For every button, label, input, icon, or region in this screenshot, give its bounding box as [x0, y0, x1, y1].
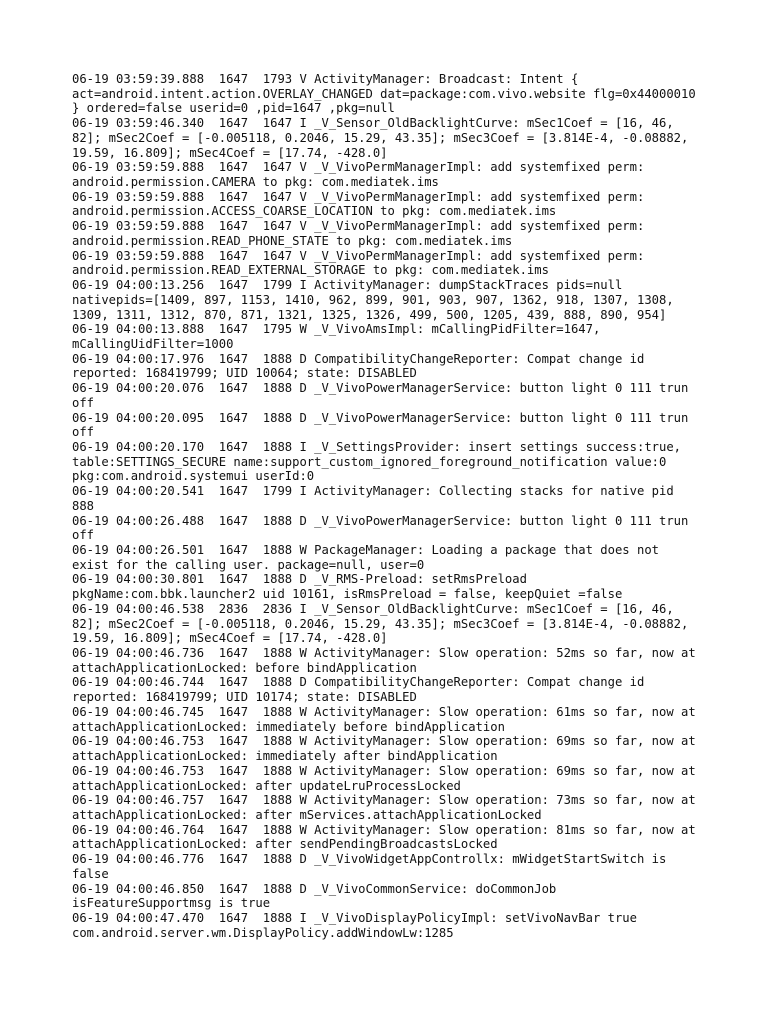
log-entry: 06-19 04:00:20.170 1647 1888 I _V_SettingsProvider: insert settings success:true, table:SETTINGS_SECURE name:support_custom_ignored_foreground_notification value:0 pkg:com.android.systemui userId:0	[72, 439, 689, 484]
log-entry: 06-19 04:00:47.470 1647 1888 I _V_VivoDisplayPolicyImpl: setVivoNavBar true com.android.server.wm.DisplayPolicy.addWindowLw:1285	[72, 910, 645, 940]
log-entry: 06-19 04:00:46.745 1647 1888 W ActivityManager: Slow operation: 61ms so far, now at attachApplicationLocked: immediately before bindApplication	[72, 704, 704, 734]
log-entry: 06-19 04:00:46.776 1647 1888 D _V_VivoWidgetAppControllx: mWidgetStartSwitch is false	[72, 852, 674, 881]
log-entry: 06-19 04:00:46.753 1647 1888 W ActivityManager: Slow operation: 69ms so far, now at attachApplicationLocked: after updateLruProcessLocked	[72, 763, 704, 793]
log-entry: 06-19 04:00:46.538 2836 2836 I _V_Sensor_OldBacklightCurve: mSec1Coef = [16, 46, 82]; mSec2Coef = [-0.005118, 0.2046, 15.29, 43.35]; mSec3Coef = [3.814E-4, -0.08882, 19.59, 16.809]; mSec4Coef = [17.74, -428.0]	[72, 601, 696, 646]
log-entry: 06-19 04:00:20.095 1647 1888 D _V_VivoPowerManagerService: button light 0 111 trun off	[72, 410, 696, 440]
log-entry: 06-19 03:59:59.888 1647 1647 V _V_VivoPermManagerImpl: add systemfixed perm: android.permission.READ_PHONE_STATE to pkg: com.mediatek.ims	[72, 219, 652, 248]
log-entry: 06-19 03:59:39.888 1647 1793 V ActivityManager: Broadcast: Intent { act=android.intent.action.OVERLAY_CHANGED dat=package:com.vivo.website flg=0x44000010 } ordered=false userid=0 ,pid=1647 ,pkg=null	[72, 72, 704, 116]
log-entry: 06-19 04:00:17.976 1647 1888 D CompatibilityChangeReporter: Compat change id reported: 168419799; UID 10064; state: DISABLED	[72, 351, 652, 381]
log-entry: 06-19 04:00:13.256 1647 1799 I ActivityManager: dumpStackTraces pids=null nativepids=[1409, 897, 1153, 1410, 962, 899, 901, 903, 907, 1362, 918, 1307, 1308, 1309, 1311, 1312, 870, 871, 1321, 1325, 1326, 499, 500, 1205, 439, 888, 890, 954]	[72, 278, 682, 322]
log-entry: 06-19 04:00:26.488 1647 1888 D _V_VivoPowerManagerService: button light 0 111 trun off	[72, 513, 696, 543]
log-entry: 06-19 04:00:46.753 1647 1888 W ActivityManager: Slow operation: 69ms so far, now at attachApplicationLocked: immediately after bindApplication	[72, 734, 704, 764]
log-entry: 06-19 04:00:46.850 1647 1888 D _V_VivoCommonService: doCommonJob isFeatureSupportmsg is true	[72, 881, 564, 911]
log-entry: 06-19 04:00:20.076 1647 1888 D _V_VivoPowerManagerService: button light 0 111 trun off	[72, 381, 696, 410]
log-document	[72, 72, 704, 940]
log-entry: 06-19 04:00:46.744 1647 1888 D CompatibilityChangeReporter: Compat change id reported: 168419799; UID 10174; state: DISABLED	[72, 675, 652, 705]
log-entry: 06-19 03:59:59.888 1647 1647 V _V_VivoPermManagerImpl: add systemfixed perm: android.permission.READ_EXTERNAL_STORAGE to pkg: com.mediatek.ims	[72, 248, 652, 278]
log-entry: 06-19 04:00:30.801 1647 1888 D _V_RMS-Preload: setRmsPreload pkgName:com.bbk.launcher2 uid 10161, isRmsPreload = false, keepQuiet =false	[72, 572, 623, 602]
log-entry: 06-19 04:00:46.757 1647 1888 W ActivityManager: Slow operation: 73ms so far, now at attachApplicationLocked: after mServices.attachApplicationLocked	[72, 793, 704, 822]
log-entry: 06-19 04:00:46.764 1647 1888 W ActivityManager: Slow operation: 81ms so far, now at attachApplicationLocked: after sendPendingBroadcastsLocked	[72, 822, 704, 852]
log-entry: 06-19 03:59:59.888 1647 1647 V _V_VivoPermManagerImpl: add systemfixed perm: android.permission.ACCESS_COARSE_LOCATION to pkg: com.mediatek.ims	[72, 189, 652, 219]
log-entry: 06-19 04:00:13.888 1647 1795 W _V_VivoAmsImpl: mCallingPidFilter=1647, mCallingUidFilter=1000	[72, 322, 608, 351]
log-entry: 06-19 04:00:46.736 1647 1888 W ActivityManager: Slow operation: 52ms so far, now at attachApplicationLocked: before bindApplication	[72, 646, 704, 675]
log-entry: 06-19 04:00:20.541 1647 1799 I ActivityManager: Collecting stacks for native pid 888	[72, 484, 682, 513]
log-entry: 06-19 03:59:59.888 1647 1647 V _V_VivoPermManagerImpl: add systemfixed perm: android.permission.CAMERA to pkg: com.mediatek.ims	[72, 160, 652, 190]
log-entry: 06-19 03:59:46.340 1647 1647 I _V_Sensor_OldBacklightCurve: mSec1Coef = [16, 46, 82]; mSec2Coef = [-0.005118, 0.2046, 15.29, 43.35]; mSec3Coef = [3.814E-4, -0.08882, 19.59, 16.809]; mSec4Coef = [17.74, -428.0]	[72, 116, 696, 160]
log-entry: 06-19 04:00:26.501 1647 1888 W PackageManager: Loading a package that does not exist for the calling user. package=null, user=0	[72, 543, 667, 572]
